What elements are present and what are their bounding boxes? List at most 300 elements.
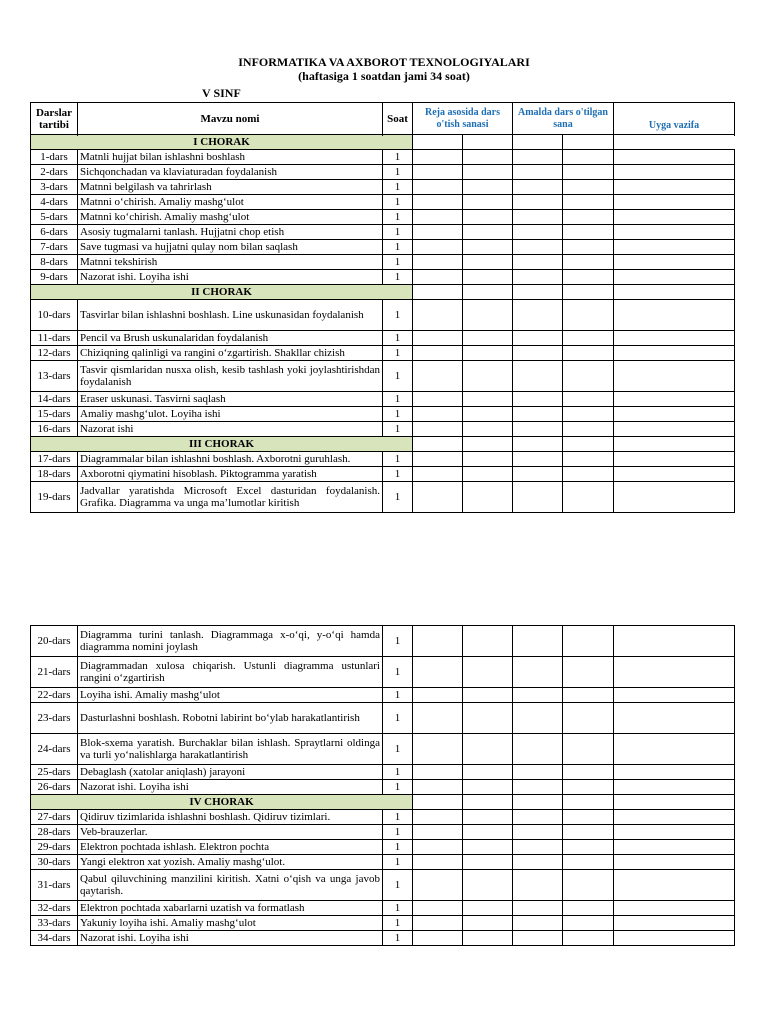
empty-cell <box>563 180 614 195</box>
lesson-rows-part-1 <box>31 135 735 513</box>
lesson-topic: Matnni o‘chirish. Amaliy mashg‘ulot <box>78 195 383 210</box>
quarter-label: I CHORAK <box>31 135 413 150</box>
lesson-row <box>31 825 735 840</box>
lesson-topic: Matnli hujjat bilan ishlashni boshlash <box>78 150 383 165</box>
empty-cell <box>413 795 463 810</box>
empty-cell <box>513 688 563 703</box>
quarter-label: IV CHORAK <box>31 795 413 810</box>
lesson-number: 2-dars <box>31 165 78 180</box>
col-header-hours: Soat <box>383 103 413 135</box>
lesson-rows-part-2 <box>31 626 735 946</box>
empty-cell <box>563 688 614 703</box>
empty-cell <box>413 780 463 795</box>
empty-cell <box>614 210 735 225</box>
empty-cell <box>463 901 513 916</box>
empty-cell <box>513 482 563 513</box>
lesson-hours: 1 <box>383 407 413 422</box>
empty-cell <box>614 361 735 392</box>
empty-cell <box>563 482 614 513</box>
empty-cell <box>513 916 563 931</box>
grade-label: V SINF <box>202 86 241 100</box>
empty-cell <box>413 734 463 765</box>
empty-cell <box>413 346 463 361</box>
lesson-number: 22-dars <box>31 688 78 703</box>
lesson-hours: 1 <box>383 255 413 270</box>
empty-cell <box>563 870 614 901</box>
empty-cell <box>563 255 614 270</box>
lesson-row <box>31 225 735 240</box>
lesson-hours: 1 <box>383 626 413 657</box>
empty-cell <box>563 931 614 946</box>
lesson-row <box>31 270 735 285</box>
empty-cell <box>614 180 735 195</box>
empty-cell <box>463 165 513 180</box>
empty-cell <box>614 225 735 240</box>
lesson-number: 5-dars <box>31 210 78 225</box>
empty-cell <box>614 467 735 482</box>
empty-cell <box>513 734 563 765</box>
empty-cell <box>413 195 463 210</box>
empty-cell <box>463 240 513 255</box>
empty-cell <box>513 703 563 734</box>
lesson-topic: Chiziqning qalinligi va rangini o‘zgartirish. Shakllar chizish <box>78 346 383 361</box>
lesson-hours: 1 <box>383 840 413 855</box>
col-header-planned-date: Reja asosida dars o'tish sanasi <box>413 103 513 135</box>
empty-cell <box>513 407 563 422</box>
lesson-number: 29-dars <box>31 840 78 855</box>
empty-cell <box>413 225 463 240</box>
empty-cell <box>614 734 735 765</box>
empty-cell <box>513 931 563 946</box>
empty-cell <box>563 331 614 346</box>
empty-cell <box>563 285 614 300</box>
empty-cell <box>463 795 513 810</box>
lesson-topic: Matnni belgilash va tahrirlash <box>78 180 383 195</box>
empty-cell <box>563 195 614 210</box>
lesson-row <box>31 452 735 467</box>
lesson-row <box>31 855 735 870</box>
col-header-topic: Mavzu nomi <box>78 103 383 135</box>
lesson-row <box>31 407 735 422</box>
empty-cell <box>563 810 614 825</box>
empty-cell <box>563 626 614 657</box>
empty-cell <box>413 285 463 300</box>
lesson-row <box>31 810 735 825</box>
empty-cell <box>413 150 463 165</box>
lesson-hours: 1 <box>383 931 413 946</box>
lesson-number: 30-dars <box>31 855 78 870</box>
lesson-topic: Asosiy tugmalarni tanlash. Hujjatni chop etish <box>78 225 383 240</box>
lesson-number: 10-dars <box>31 300 78 331</box>
empty-cell <box>463 870 513 901</box>
lesson-row <box>31 195 735 210</box>
lesson-hours: 1 <box>383 240 413 255</box>
col-header-order: Darslar tartibi <box>31 103 78 135</box>
lesson-hours: 1 <box>383 331 413 346</box>
empty-cell <box>513 780 563 795</box>
empty-cell <box>413 331 463 346</box>
empty-cell <box>463 452 513 467</box>
empty-cell <box>563 361 614 392</box>
empty-cell <box>614 195 735 210</box>
lesson-topic: Qabul qiluvchining manzilini kiritish. Xatni o‘qish va unga javob qaytarish. <box>78 870 383 901</box>
empty-cell <box>463 255 513 270</box>
empty-cell <box>614 840 735 855</box>
lesson-row <box>31 765 735 780</box>
empty-cell <box>513 795 563 810</box>
empty-cell <box>463 270 513 285</box>
lesson-hours: 1 <box>383 361 413 392</box>
quarter-row <box>31 135 735 150</box>
empty-cell <box>563 392 614 407</box>
empty-cell <box>614 270 735 285</box>
lesson-row <box>31 180 735 195</box>
empty-cell <box>513 452 563 467</box>
empty-cell <box>614 855 735 870</box>
empty-cell <box>563 270 614 285</box>
empty-cell <box>463 765 513 780</box>
empty-cell <box>614 482 735 513</box>
lesson-number: 32-dars <box>31 901 78 916</box>
empty-cell <box>463 407 513 422</box>
lesson-hours: 1 <box>383 810 413 825</box>
empty-cell <box>463 361 513 392</box>
empty-cell <box>614 657 735 688</box>
empty-cell <box>614 626 735 657</box>
lesson-number: 6-dars <box>31 225 78 240</box>
empty-cell <box>563 765 614 780</box>
empty-cell <box>513 840 563 855</box>
lesson-number: 9-dars <box>31 270 78 285</box>
lesson-row <box>31 870 735 901</box>
lesson-topic: Debaglash (xatolar aniqlash) jarayoni <box>78 765 383 780</box>
lesson-topic: Matnni tekshirish <box>78 255 383 270</box>
lesson-row <box>31 392 735 407</box>
lesson-row <box>31 734 735 765</box>
empty-cell <box>413 765 463 780</box>
lesson-number: 12-dars <box>31 346 78 361</box>
empty-cell <box>513 300 563 331</box>
empty-cell <box>614 688 735 703</box>
empty-cell <box>463 855 513 870</box>
empty-cell <box>413 467 463 482</box>
lesson-number: 17-dars <box>31 452 78 467</box>
empty-cell <box>513 331 563 346</box>
lesson-row <box>31 300 735 331</box>
empty-cell <box>413 825 463 840</box>
empty-cell <box>413 135 463 150</box>
lesson-number: 15-dars <box>31 407 78 422</box>
quarter-row <box>31 437 735 452</box>
lesson-topic: Save tugmasi va hujjatni qulay nom bilan saqlash <box>78 240 383 255</box>
document-subtitle: (haftasiga 1 soatdan jami 34 soat) <box>298 69 470 83</box>
empty-cell <box>463 195 513 210</box>
empty-cell <box>513 467 563 482</box>
empty-cell <box>614 331 735 346</box>
empty-cell <box>413 165 463 180</box>
lesson-topic: Dasturlashni boshlash. Robotni labirint bo‘ylab harakatlantirish <box>78 703 383 734</box>
empty-cell <box>614 916 735 931</box>
col-header-actual-date: Amalda dars o'tilgan sana <box>513 103 614 135</box>
lesson-row <box>31 150 735 165</box>
empty-cell <box>614 165 735 180</box>
empty-cell <box>614 452 735 467</box>
empty-cell <box>413 270 463 285</box>
empty-cell <box>413 626 463 657</box>
empty-cell <box>563 135 614 150</box>
lesson-topic: Amaliy mashg‘ulot. Loyiha ishi <box>78 407 383 422</box>
empty-cell <box>563 422 614 437</box>
empty-cell <box>563 407 614 422</box>
lesson-topic: Yangi elektron xat yozish. Amaliy mashg‘ulot. <box>78 855 383 870</box>
empty-cell <box>513 285 563 300</box>
empty-cell <box>563 780 614 795</box>
empty-cell <box>563 452 614 467</box>
lesson-row <box>31 626 735 657</box>
empty-cell <box>563 734 614 765</box>
empty-cell <box>513 240 563 255</box>
empty-cell <box>513 855 563 870</box>
lesson-hours: 1 <box>383 703 413 734</box>
empty-cell <box>463 626 513 657</box>
empty-cell <box>413 931 463 946</box>
empty-cell <box>563 437 614 452</box>
lesson-number: 28-dars <box>31 825 78 840</box>
lesson-row <box>31 331 735 346</box>
lesson-topic: Axborotni qiymatini hisoblash. Piktogramma yaratish <box>78 467 383 482</box>
lesson-row <box>31 255 735 270</box>
empty-cell <box>513 870 563 901</box>
empty-cell <box>413 703 463 734</box>
lesson-hours: 1 <box>383 734 413 765</box>
empty-cell <box>463 703 513 734</box>
empty-cell <box>513 422 563 437</box>
empty-cell <box>463 734 513 765</box>
empty-cell <box>463 346 513 361</box>
lesson-hours: 1 <box>383 452 413 467</box>
empty-cell <box>463 657 513 688</box>
lesson-number: 14-dars <box>31 392 78 407</box>
empty-cell <box>413 482 463 513</box>
lesson-topic: Tasvir qismlaridan nusxa olish, kesib tashlash yoki joylashtirishdan foydalanish <box>78 361 383 392</box>
lesson-number: 3-dars <box>31 180 78 195</box>
empty-cell <box>413 210 463 225</box>
empty-cell <box>413 840 463 855</box>
lesson-number: 20-dars <box>31 626 78 657</box>
lesson-row <box>31 657 735 688</box>
lesson-row <box>31 780 735 795</box>
lesson-hours: 1 <box>383 870 413 901</box>
lesson-number: 31-dars <box>31 870 78 901</box>
lesson-hours: 1 <box>383 392 413 407</box>
lesson-hours: 1 <box>383 180 413 195</box>
lesson-topic: Nazorat ishi. Loyiha ishi <box>78 270 383 285</box>
empty-cell <box>614 422 735 437</box>
empty-cell <box>463 285 513 300</box>
lesson-number: 4-dars <box>31 195 78 210</box>
lesson-row <box>31 210 735 225</box>
empty-cell <box>413 870 463 901</box>
empty-cell <box>463 225 513 240</box>
empty-cell <box>614 703 735 734</box>
col-header-homework: Uyga vazifa <box>614 103 735 135</box>
empty-cell <box>563 916 614 931</box>
lesson-number: 21-dars <box>31 657 78 688</box>
empty-cell <box>614 825 735 840</box>
lesson-hours: 1 <box>383 825 413 840</box>
lesson-topic: Diagrammalar bilan ishlashni boshlash. Axborotni guruhlash. <box>78 452 383 467</box>
empty-cell <box>413 255 463 270</box>
lesson-hours: 1 <box>383 210 413 225</box>
lesson-hours: 1 <box>383 657 413 688</box>
lesson-plan-table-part-1 <box>30 102 735 513</box>
lesson-topic: Matnni ko‘chirish. Amaliy mashg‘ulot <box>78 210 383 225</box>
lesson-topic: Elektron pochtada xabarlarni uzatish va formatlash <box>78 901 383 916</box>
lesson-row <box>31 165 735 180</box>
empty-cell <box>563 300 614 331</box>
empty-cell <box>513 657 563 688</box>
empty-cell <box>614 240 735 255</box>
empty-cell <box>563 240 614 255</box>
empty-cell <box>413 437 463 452</box>
empty-cell <box>513 255 563 270</box>
empty-cell <box>614 931 735 946</box>
empty-cell <box>563 825 614 840</box>
empty-cell <box>413 901 463 916</box>
empty-cell <box>513 901 563 916</box>
lesson-row <box>31 240 735 255</box>
empty-cell <box>614 346 735 361</box>
lesson-row <box>31 482 735 513</box>
empty-cell <box>413 916 463 931</box>
lesson-hours: 1 <box>383 916 413 931</box>
empty-cell <box>614 901 735 916</box>
empty-cell <box>413 422 463 437</box>
lesson-number: 1-dars <box>31 150 78 165</box>
empty-cell <box>513 626 563 657</box>
empty-cell <box>513 195 563 210</box>
lesson-hours: 1 <box>383 225 413 240</box>
lesson-topic: Diagrammadan xulosa chiqarish. Ustunli diagramma ustunlari rangini o‘zgartirish <box>78 657 383 688</box>
lesson-number: 8-dars <box>31 255 78 270</box>
lesson-topic: Blok-sxema yaratish. Burchaklar bilan ishlash. Spraytlarni oldinga va turli yo‘nalishlarga harakatlantirish <box>78 734 383 765</box>
empty-cell <box>614 392 735 407</box>
empty-cell <box>463 180 513 195</box>
lesson-row <box>31 422 735 437</box>
empty-cell <box>463 422 513 437</box>
empty-cell <box>563 657 614 688</box>
lesson-number: 33-dars <box>31 916 78 931</box>
empty-cell <box>413 240 463 255</box>
empty-cell <box>413 407 463 422</box>
empty-cell <box>413 810 463 825</box>
lesson-topic: Nazorat ishi. Loyiha ishi <box>78 931 383 946</box>
empty-cell <box>463 780 513 795</box>
lesson-row <box>31 346 735 361</box>
lesson-topic: Tasvirlar bilan ishlashni boshlash. Line uskunasidan foydalanish <box>78 300 383 331</box>
lesson-topic: Elektron pochtada ishlash. Elektron pochta <box>78 840 383 855</box>
empty-cell <box>614 255 735 270</box>
empty-cell <box>563 795 614 810</box>
empty-cell <box>563 165 614 180</box>
empty-cell <box>614 780 735 795</box>
lesson-number: 11-dars <box>31 331 78 346</box>
lesson-topic: Eraser uskunasi. Tasvirni saqlash <box>78 392 383 407</box>
lesson-topic: Veb-brauzerlar. <box>78 825 383 840</box>
quarter-row <box>31 285 735 300</box>
lesson-hours: 1 <box>383 346 413 361</box>
lesson-topic: Yakuniy loyiha ishi. Amaliy mashg‘ulot <box>78 916 383 931</box>
empty-cell <box>413 855 463 870</box>
lesson-plan-table-part-2 <box>30 625 735 946</box>
empty-cell <box>513 135 563 150</box>
lesson-topic: Pencil va Brush uskunalaridan foydalanish <box>78 331 383 346</box>
lesson-row <box>31 703 735 734</box>
empty-cell <box>614 285 735 300</box>
empty-cell <box>614 765 735 780</box>
empty-cell <box>463 916 513 931</box>
empty-cell <box>463 150 513 165</box>
lesson-hours: 1 <box>383 780 413 795</box>
lesson-hours: 1 <box>383 150 413 165</box>
empty-cell <box>463 300 513 331</box>
lesson-number: 26-dars <box>31 780 78 795</box>
empty-cell <box>513 210 563 225</box>
lesson-number: 16-dars <box>31 422 78 437</box>
lesson-hours: 1 <box>383 482 413 513</box>
empty-cell <box>513 810 563 825</box>
empty-cell <box>513 361 563 392</box>
empty-cell <box>563 346 614 361</box>
empty-cell <box>513 180 563 195</box>
empty-cell <box>563 901 614 916</box>
lesson-number: 18-dars <box>31 467 78 482</box>
lesson-number: 25-dars <box>31 765 78 780</box>
lesson-number: 7-dars <box>31 240 78 255</box>
empty-cell <box>463 392 513 407</box>
lesson-number: 23-dars <box>31 703 78 734</box>
document-title: INFORMATIKA VA AXBOROT TEXNOLOGIYALARI <box>238 55 530 69</box>
empty-cell <box>614 150 735 165</box>
lesson-topic: Diagramma turini tanlash. Diagrammaga x-o‘qi, y-o‘qi hamda diagramma nomini joylash <box>78 626 383 657</box>
empty-cell <box>513 165 563 180</box>
lesson-topic: Nazorat ishi. Loyiha ishi <box>78 780 383 795</box>
empty-cell <box>513 225 563 240</box>
lesson-number: 27-dars <box>31 810 78 825</box>
lesson-hours: 1 <box>383 688 413 703</box>
lesson-hours: 1 <box>383 467 413 482</box>
empty-cell <box>563 225 614 240</box>
quarter-label: II CHORAK <box>31 285 413 300</box>
lesson-topic: Jadvallar yaratishda Microsoft Excel dasturidan foydalanish. Grafika. Diagramma va unga ma’lumotlar kiritish <box>78 482 383 513</box>
lesson-hours: 1 <box>383 300 413 331</box>
empty-cell <box>614 407 735 422</box>
empty-cell <box>513 392 563 407</box>
lesson-hours: 1 <box>383 765 413 780</box>
lesson-row <box>31 931 735 946</box>
empty-cell <box>463 810 513 825</box>
lesson-number: 24-dars <box>31 734 78 765</box>
lesson-row <box>31 688 735 703</box>
empty-cell <box>463 467 513 482</box>
empty-cell <box>513 825 563 840</box>
lesson-row <box>31 840 735 855</box>
empty-cell <box>413 392 463 407</box>
empty-cell <box>563 150 614 165</box>
lesson-topic: Nazorat ishi <box>78 422 383 437</box>
empty-cell <box>413 452 463 467</box>
quarter-row <box>31 795 735 810</box>
